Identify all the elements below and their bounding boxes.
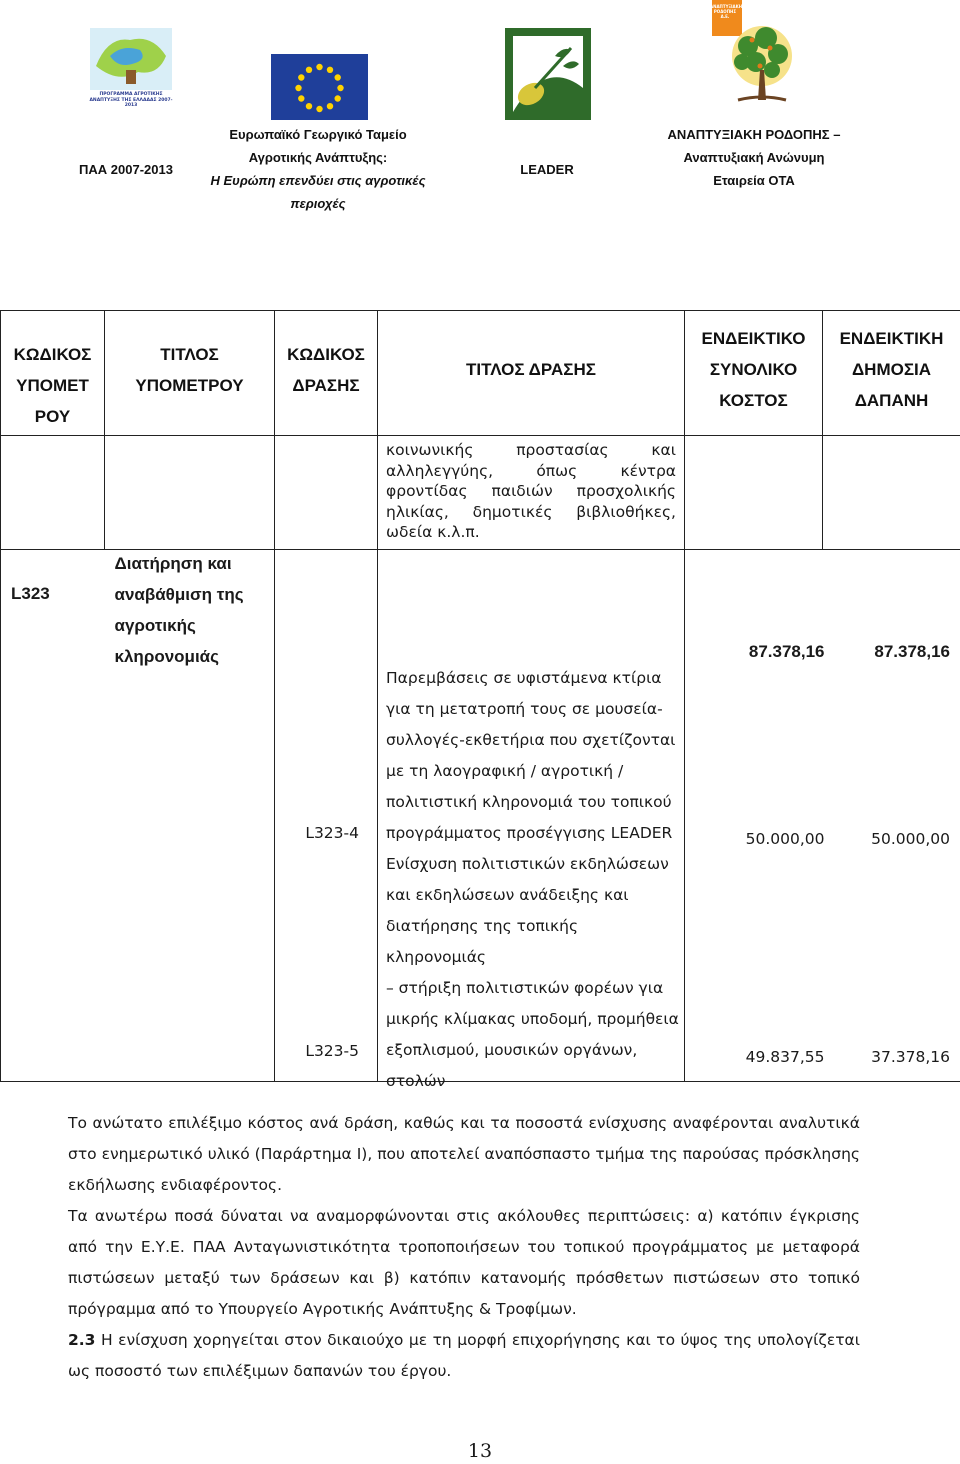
header-code-action: [275, 311, 378, 436]
header-eafrd-line4: περιοχές: [290, 196, 346, 211]
header-rodopi: [640, 123, 868, 192]
continued-action-text: κοινωνικής προστασίας και αλληλεγγύης, όπως κέντρα φροντίδας παιδιών προσχολικής ηλικίας, δημοτικές βιβλιοθήκες, ωδεία κ.λ.π.: [386, 441, 676, 541]
section-number: 2.3: [68, 1331, 96, 1349]
rodopi-logo-caption: ΑΝΑΠΤΥΞΙΑΚΗ ΡΟΔΟΠΗΣ Α.Ε.: [710, 4, 743, 19]
header-rodopi-line3: Εταιρεία ΟΤΑ: [713, 173, 795, 188]
header-eafrd-line2: Αγροτικής Ανάπτυξης:: [248, 150, 388, 165]
action-public-exp: 37.378,16: [871, 1048, 950, 1066]
action-titles-cell: [378, 550, 685, 1090]
eu-flag-logo: [271, 54, 368, 120]
header-paa: [60, 158, 192, 181]
header-text: ΡΟΥ: [34, 407, 71, 426]
header-leader: [480, 158, 614, 181]
action-title-line: με τη λαογραφική / αγροτική /: [386, 762, 624, 780]
header-text: ΔΑΠΑΝΗ: [854, 391, 929, 410]
header-paa-label: ΠΑΑ 2007-2013: [79, 162, 173, 177]
header-text: ΣΥΝΟΛΙΚΟ: [709, 360, 798, 379]
action-code: L323-5: [305, 1042, 359, 1060]
measures-table: [0, 310, 960, 1090]
empty-cell: [105, 436, 275, 550]
action-title-line: συλλογές-εκθετήρια που σχετίζονται: [386, 731, 676, 749]
paragraph-max-cost: Το ανώτατο επιλέξιμο κόστος ανά δράση, καθώς και τα ποσοστά ενίσχυσης αναφέρονται αναλυτικά στο ενημερωτικό υλικό (Παράρτημα Ι), που αποτελεί αναπόσπαστο τμήμα της παρούσας πρόσκλησης εκδήλωσης ενδιαφέροντος.: [68, 1114, 860, 1194]
action-title-line: Παρεμβάσεις σε υφιστάμενα κτίρια: [386, 669, 662, 687]
action-title-line: εξοπλισμού, μουσικών οργάνων,: [386, 1041, 638, 1059]
action-title-line: προγράμματος προσέγγισης LEADER: [386, 824, 673, 842]
measure-total-cost: 87.378,16: [748, 642, 825, 661]
header-text: ΚΩΔΙΚΟΣ: [287, 345, 365, 364]
empty-cell: [275, 436, 378, 550]
action-public-exp: 50.000,00: [871, 830, 950, 848]
header-text: ΚΩΔΙΚΟΣ: [13, 345, 92, 364]
measure-title-cell: [105, 550, 275, 1082]
paragraph-aid-form: [68, 1325, 860, 1387]
empty-cell: [1, 436, 105, 550]
header-text: ΔΗΜΟΣΙΑ: [851, 360, 932, 379]
header-text: ΕΝΔΕΙΚΤΙΚΟ: [701, 329, 806, 348]
header-rodopi-line2: Αναπτυξιακή Ανώνυμη: [683, 150, 825, 165]
measure-title-line: κληρονομιάς: [114, 647, 219, 666]
empty-cell: [823, 436, 960, 550]
rodopi-development-logo: [708, 0, 800, 124]
action-title-l323-4: [386, 663, 682, 1097]
action-title-line: και εκδηλώσεων ανάδειξης και: [386, 886, 629, 904]
continued-cell: [378, 436, 685, 550]
measure-title-line: αγροτικής: [114, 616, 196, 635]
action-title-line: για τη μετατροπή τους σε μουσεία-: [386, 700, 663, 718]
table-header-row: [1, 311, 960, 436]
measure-code: L323: [11, 584, 50, 603]
action-title-line: πολιτιστική κληρονομιά του τοπικού: [386, 793, 672, 811]
header-code-submeasure: [1, 311, 105, 436]
action-title-line: μικρής κλίμακας υποδομή, προμήθεια: [386, 1010, 679, 1028]
empty-cell: [685, 436, 823, 550]
total-cost-cell: [685, 550, 823, 1082]
paragraph-reallocation: Τα ανωτέρω ποσά δύναται να αναμορφώνονται στις ακόλουθες περιπτώσεις: α) κατόπιν έγκρισης από την Ε.Υ.Ε. ΠΑΑ Ανταγωνιστικότητα τροποποιήσεων του τοπικού προγράμματος με μεταφορά πιστώσεων μεταξύ των δράσεων και β) κατόπιν κατανομής πρόσθετων πιστώσεων στο τοπικό πρόγραμμα από το Υπουργείο Αγροτικής Ανάπτυξης & Τροφίμων.: [68, 1207, 860, 1318]
header-text: ΥΠΟΜΕΤΡΟΥ: [135, 376, 244, 395]
measure-title-line: Διατήρηση και: [114, 554, 232, 573]
header-eafrd-line3: Η Ευρώπη επενδύει στις αγροτικές: [210, 173, 426, 188]
paa-logo-caption: ΠΡΟΓΡΑΜΜΑ ΑΓΡΟΤΙΚΗΣ ΑΝΑΠΤΥΞΗΣ ΤΗΣ ΕΛΛΑΔΑΣ 2007-2013: [89, 92, 173, 108]
header-text: ΤΙΤΛΟΣ ΔΡΑΣΗΣ: [466, 360, 596, 379]
page-number: 13: [467, 1440, 493, 1462]
header-public-expenditure: [823, 311, 960, 436]
header-text: ΤΙΤΛΟΣ: [160, 345, 219, 364]
action-total-cost: 49.837,55: [745, 1048, 825, 1066]
header-title-submeasure: [105, 311, 275, 436]
paragraph-aid-form-text: Η ενίσχυση χορηγείται στον δικαιούχο με τη μορφή επιχορήγησης και το ύψος της υπολογίζεται ως ποσοστό των επιλέξιμων δαπανών του έργου.: [68, 1331, 860, 1380]
leader-logo: [505, 28, 591, 120]
table-row-measure: [1, 550, 960, 1082]
action-total-cost: 50.000,00: [745, 830, 825, 848]
header-rodopi-line1: ΑΝΑΠΤΥΞΙΑΚΗ ΡΟΔΟΠΗΣ –: [667, 127, 841, 142]
header-text: ΔΡΑΣΗΣ: [292, 376, 360, 395]
action-title-line: – στήριξη πολιτιστικών φορέων για: [386, 979, 664, 997]
header-eafrd: [190, 123, 446, 215]
action-codes-cell: [275, 550, 378, 1082]
measure-public-exp: 87.378,16: [874, 642, 950, 661]
action-title-line: διατήρησης της τοπικής κληρονομιάς: [386, 917, 579, 966]
header-title-action: [378, 311, 685, 436]
header-text: ΚΟΣΤΟΣ: [719, 391, 788, 410]
header-leader-label: LEADER: [520, 162, 574, 177]
action-title-line: Ενίσχυση πολιτιστικών εκδηλώσεων: [386, 855, 669, 873]
header-text: ΕΝΔΕΙΚΤΙΚΗ: [839, 329, 944, 348]
header-text: ΥΠΟΜΕΤ: [16, 376, 89, 395]
action-code: L323-4: [305, 824, 359, 842]
measure-code-cell: [1, 550, 105, 1082]
public-exp-cell: [823, 550, 960, 1082]
table-row-continued: [1, 436, 960, 550]
header-total-cost: [685, 311, 823, 436]
paa-logo: [88, 26, 174, 112]
measure-title-line: αναβάθμιση της: [114, 585, 244, 604]
header-eafrd-line1: Ευρωπαϊκό Γεωργικό Ταμείο: [229, 127, 407, 142]
action-title-line: στολών: [386, 1072, 446, 1090]
